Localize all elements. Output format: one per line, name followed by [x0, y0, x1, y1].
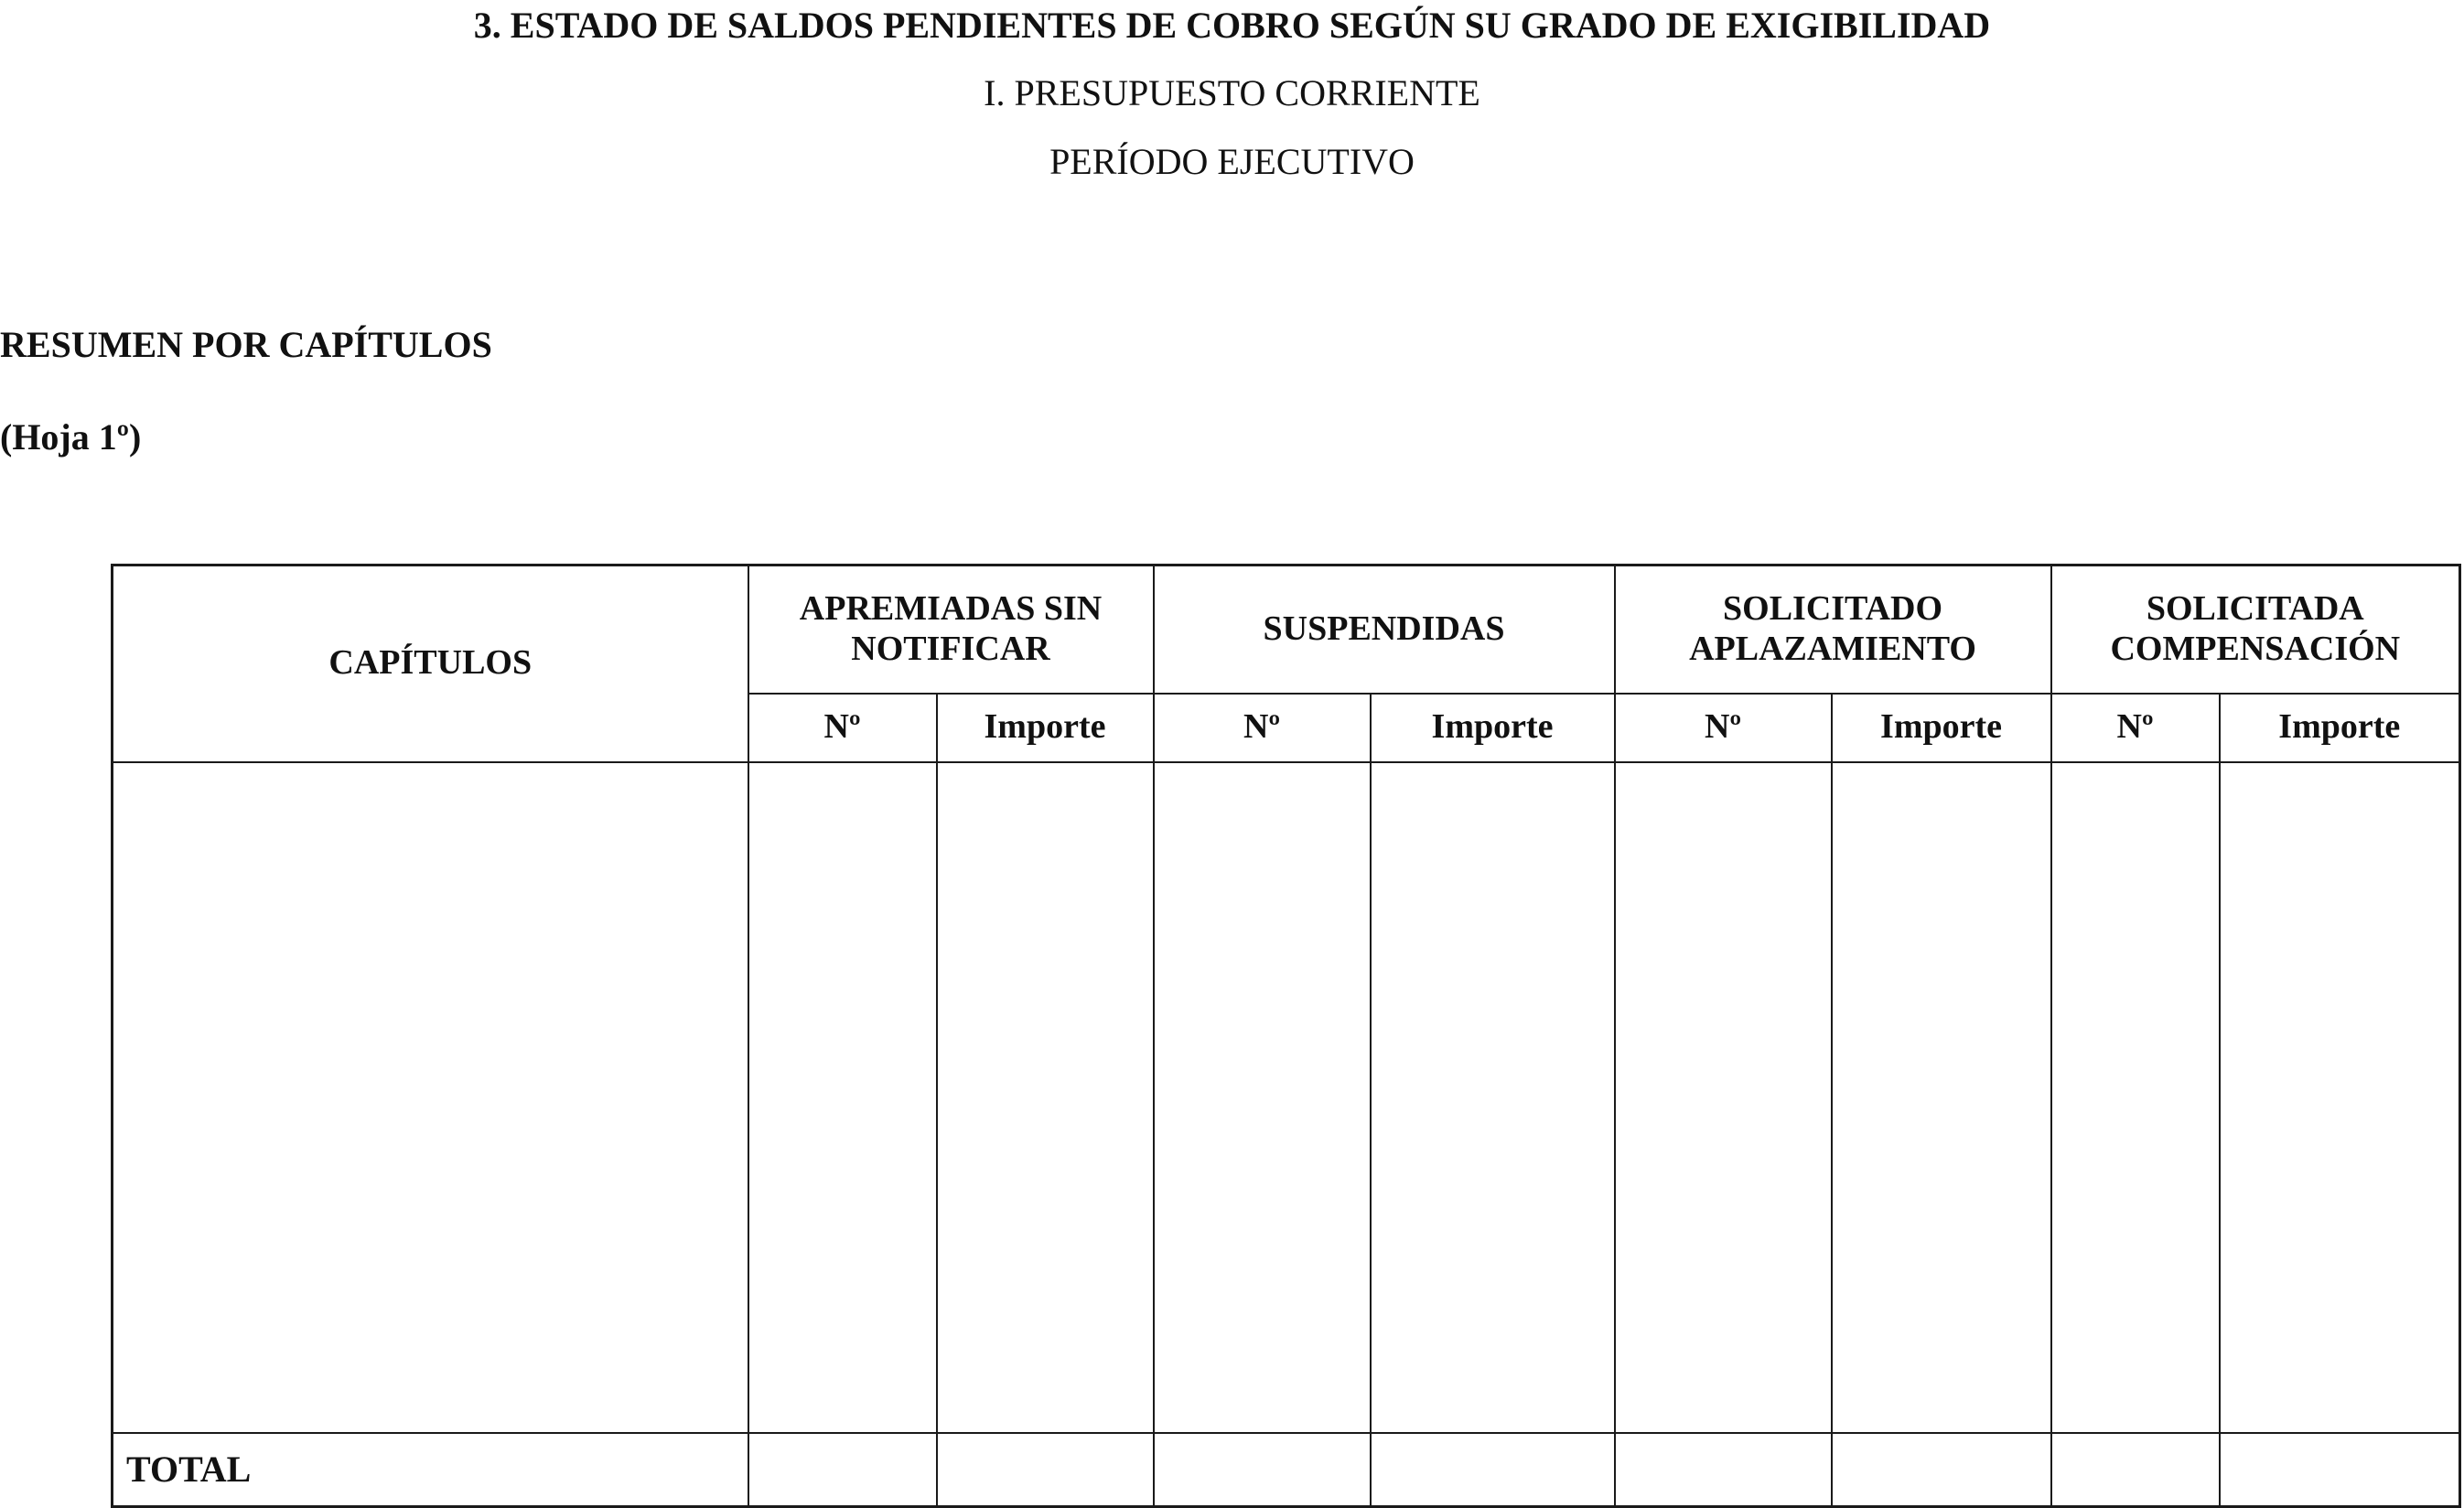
table-header-group-row — [113, 566, 2460, 694]
page-title: 3. ESTADO DE SALDOS PENDIENTES DE COBRO SEGÚN SU GRADO DE EXIGIBILIDAD — [473, 5, 1991, 46]
body-cell-capitulos — [113, 762, 748, 1433]
budget-subtitle: I. PRESUPUESTO CORRIENTE — [984, 72, 1480, 113]
header-importe: Importe — [2220, 694, 2460, 762]
section-label-summary: RESUMEN POR CAPÍTULOS — [0, 324, 492, 365]
total-row — [113, 1433, 2460, 1507]
total-cell — [2051, 1433, 2220, 1507]
body-cell — [937, 762, 1154, 1433]
header-importe: Importe — [1371, 694, 1615, 762]
total-cell — [2220, 1433, 2460, 1507]
sheet-label: (Hoja 1º) — [0, 416, 142, 458]
header-group-compensacion: SOLICITADA COMPENSACIÓN — [2051, 566, 2460, 694]
table-row — [113, 762, 2460, 1433]
header-importe: Importe — [937, 694, 1154, 762]
body-cell — [1371, 762, 1615, 1433]
body-cell — [2220, 762, 2460, 1433]
header-group-suspendidas: SUSPENDIDAS — [1154, 566, 1615, 694]
body-cell — [1832, 762, 2051, 1433]
header-numero: Nº — [1154, 694, 1371, 762]
header-numero: Nº — [748, 694, 937, 762]
header-numero: Nº — [2051, 694, 2220, 762]
header-group-apremiadas: APREMIADAS SIN NOTIFICAR — [748, 566, 1154, 694]
body-cell — [1154, 762, 1371, 1433]
body-cell — [748, 762, 937, 1433]
total-cell — [1371, 1433, 1615, 1507]
period-subtitle: PERÍODO EJECUTIVO — [1049, 141, 1415, 182]
total-cell — [1832, 1433, 2051, 1507]
header-numero: Nº — [1615, 694, 1832, 762]
body-cell — [1615, 762, 1832, 1433]
total-cell — [937, 1433, 1154, 1507]
balances-table — [111, 564, 2461, 1508]
total-cell — [1615, 1433, 1832, 1507]
header-group-aplazamiento: SOLICITADO APLAZAMIENTO — [1615, 566, 2051, 694]
total-cell — [748, 1433, 937, 1507]
header-capitulos: CAPÍTULOS — [113, 566, 748, 762]
total-label: TOTAL — [113, 1433, 748, 1507]
total-cell — [1154, 1433, 1371, 1507]
header-importe: Importe — [1832, 694, 2051, 762]
body-cell — [2051, 762, 2220, 1433]
